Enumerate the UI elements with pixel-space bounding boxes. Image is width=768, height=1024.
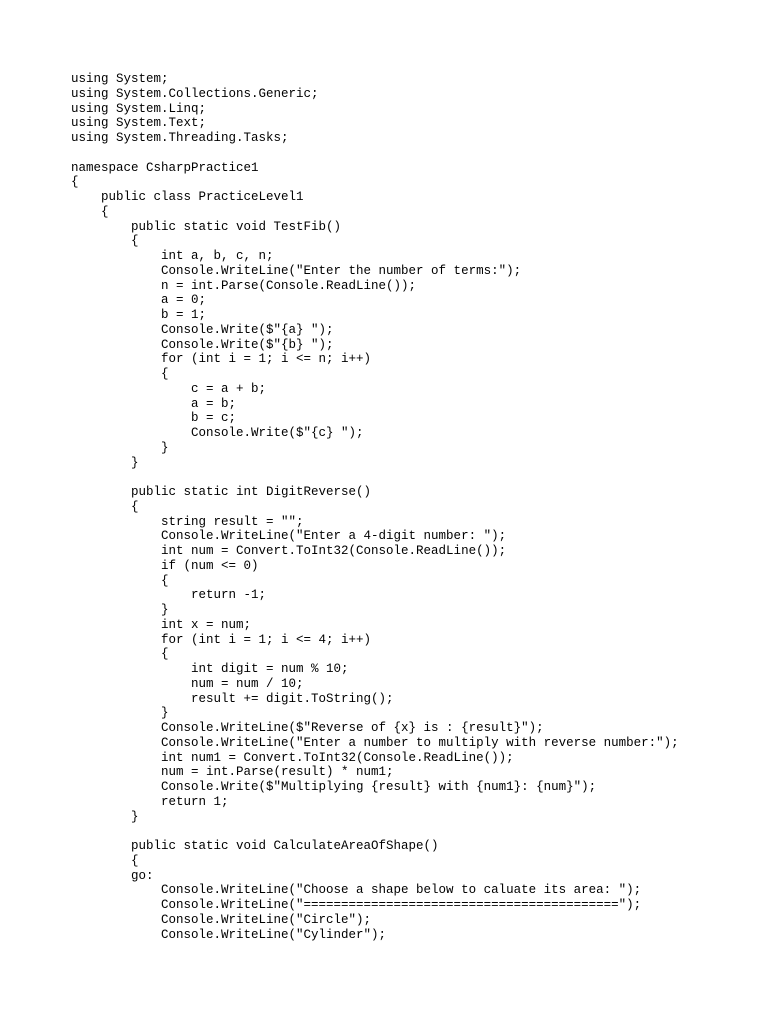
code-line: c = a + b;	[71, 381, 267, 396]
code-line: int num = Convert.ToInt32(Console.ReadLine());	[71, 544, 507, 558]
code-line: Console.WriteLine("Enter a number to multiply with reverse number:");	[71, 735, 679, 750]
code-line: Console.WriteLine("Cylinder");	[71, 927, 387, 942]
code-line: if (num <= 0)	[71, 558, 259, 573]
code-line: public static void CalculateAreaOfShape()	[71, 839, 439, 853]
code-line: n = int.Parse(Console.ReadLine());	[71, 278, 417, 293]
code-line: return -1;	[71, 588, 267, 603]
code-line: Console.WriteLine("Choose a shape below to caluate its area: ");	[71, 883, 642, 898]
code-line: {	[71, 853, 139, 868]
code-line: }	[71, 809, 139, 824]
code-line: {	[71, 647, 169, 662]
code-line: string result = "";	[71, 514, 304, 529]
code-line: a = b;	[71, 396, 237, 411]
code-line: public static int DigitReverse()	[71, 485, 372, 499]
code-line: b = 1;	[71, 308, 207, 322]
code-line: int a, b, c, n;	[71, 249, 274, 263]
code-line: num = int.Parse(result) * num1;	[71, 765, 394, 780]
code-line: }	[71, 440, 169, 455]
code-line: }	[71, 455, 139, 470]
code-line: Console.WriteLine($"Reverse of {x} is : {result}");	[71, 721, 544, 735]
code-line: {	[71, 175, 79, 190]
code-line: Console.Write($"Multiplying {result} with {num1}: {num}");	[71, 780, 597, 794]
code-line: using System;	[71, 72, 169, 86]
code-line: Console.WriteLine("Enter a 4-digit number: ");	[71, 529, 507, 544]
code-line: result += digit.ToString();	[71, 691, 394, 706]
code-line: public class PracticeLevel1	[71, 190, 304, 204]
code-line: using System.Collections.Generic;	[71, 86, 319, 101]
code-line: using System.Linq;	[71, 101, 207, 116]
code-line: namespace CsharpPractice1	[71, 160, 259, 175]
code-line: int digit = num % 10;	[71, 662, 349, 676]
code-line: }	[71, 603, 169, 617]
code-line: using System.Threading.Tasks;	[71, 131, 289, 145]
code-line: for (int i = 1; i <= 4; i++)	[71, 632, 372, 647]
code-line: return 1;	[71, 794, 229, 809]
code-line: a = 0;	[71, 293, 207, 308]
code-line: b = c;	[71, 411, 237, 426]
code-line: Console.WriteLine("Circle");	[71, 912, 372, 927]
code-line: num = num / 10;	[71, 676, 304, 691]
code-line: {	[71, 499, 139, 514]
code-line: Console.Write($"{b} ");	[71, 337, 334, 352]
code-line: Console.WriteLine("==========================================");	[71, 898, 642, 912]
code-line: public static void TestFib()	[71, 219, 342, 234]
code-line: go:	[71, 868, 154, 883]
code-line: Console.Write($"{a} ");	[71, 322, 334, 337]
code-blank-line	[71, 470, 679, 485]
code-line: using System.Text;	[71, 116, 207, 131]
code-listing	[71, 72, 679, 942]
code-line: {	[71, 367, 169, 381]
code-line: Console.Write($"{c} ");	[71, 426, 364, 440]
code-line: for (int i = 1; i <= n; i++)	[71, 352, 372, 367]
code-line: {	[71, 204, 109, 219]
code-blank-line	[71, 146, 679, 161]
code-line: Console.WriteLine("Enter the number of terms:");	[71, 263, 522, 278]
code-line: {	[71, 573, 169, 588]
code-line: {	[71, 234, 139, 249]
code-line: int x = num;	[71, 617, 252, 632]
code-line: int num1 = Convert.ToInt32(Console.ReadLine());	[71, 750, 514, 765]
code-blank-line	[71, 824, 679, 839]
code-line: }	[71, 706, 169, 721]
